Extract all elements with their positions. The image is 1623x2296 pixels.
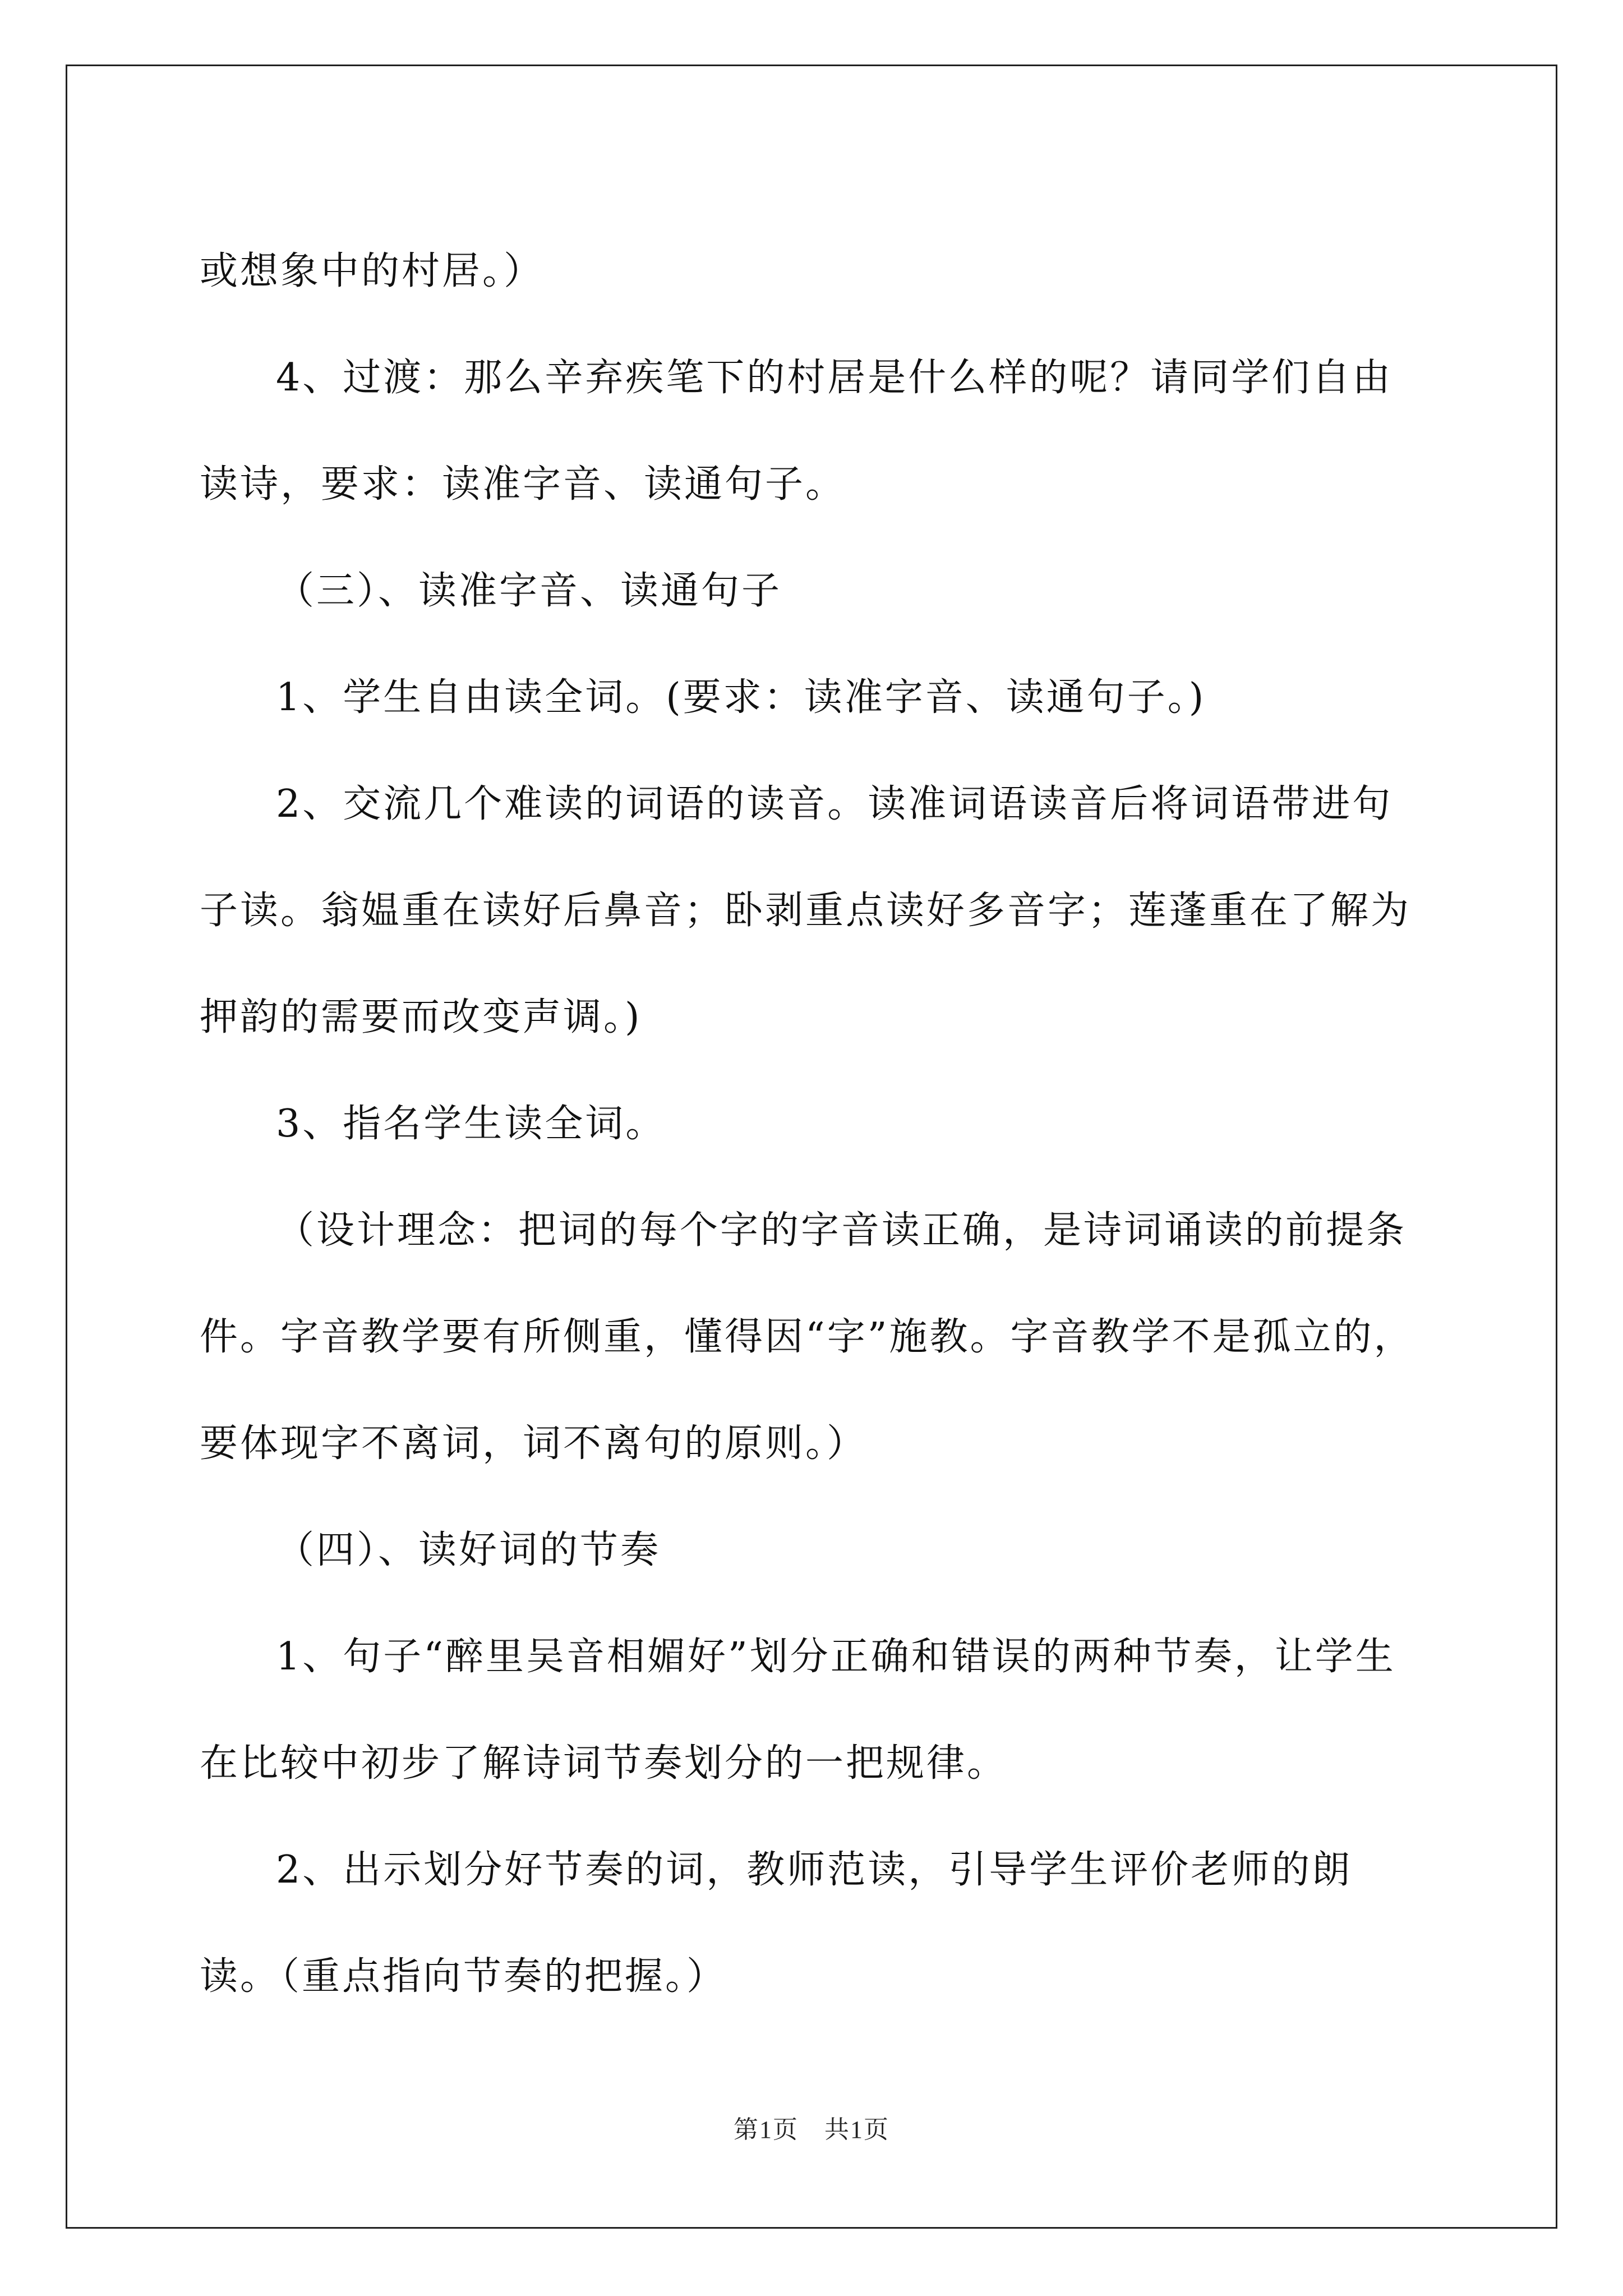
paragraph-5: 2、交流几个难读的词语的读音。读准词语读音后将词语带进句子读。翁媪重在读好后鼻音；卧剥重点读好多音字；莲蓬重在了解为押韵的需要而改变声调。)	[200, 782, 1412, 1039]
paragraph-7: （设计理念：把词的每个字的字音读正确，是诗词诵读的前提条件。字音教学要有所侧重，懂得因“字”施教。字音教学不是孤立的，要体现字不离词，词不离句的原则。）	[200, 1208, 1414, 1466]
paragraph-4: 1、学生自由读全词。(要求：读准字音、读通句子。)	[276, 675, 1206, 720]
section-heading-4: （四）、读好词的节奏	[276, 1528, 661, 1572]
document-body	[200, 218, 1422, 2030]
paragraph-9: 1、句子“醉里吴音相媚好”划分正确和错误的两种节奏，让学生在比较中初步了解诗词节奏划分的一把规律。	[200, 1635, 1396, 1786]
page-number-footer: 第1页 共1页	[734, 2116, 889, 2143]
paragraph-6: 3、指名学生读全词。	[276, 1102, 666, 1146]
section-heading-3: （三）、读准字音、读通句子	[276, 569, 782, 613]
paragraph-10: 2、出示划分好节奏的词，教师范读，引导学生评价老师的朗读。（重点指向节奏的把握。）	[200, 1848, 1353, 1999]
paragraph-1: 或想象中的村居。）	[200, 249, 545, 293]
paragraph-2: 4、过渡：那么辛弃疾笔下的村居是什么样的呢？请同学们自由读诗，要求：读准字音、读通句子。	[200, 356, 1393, 507]
